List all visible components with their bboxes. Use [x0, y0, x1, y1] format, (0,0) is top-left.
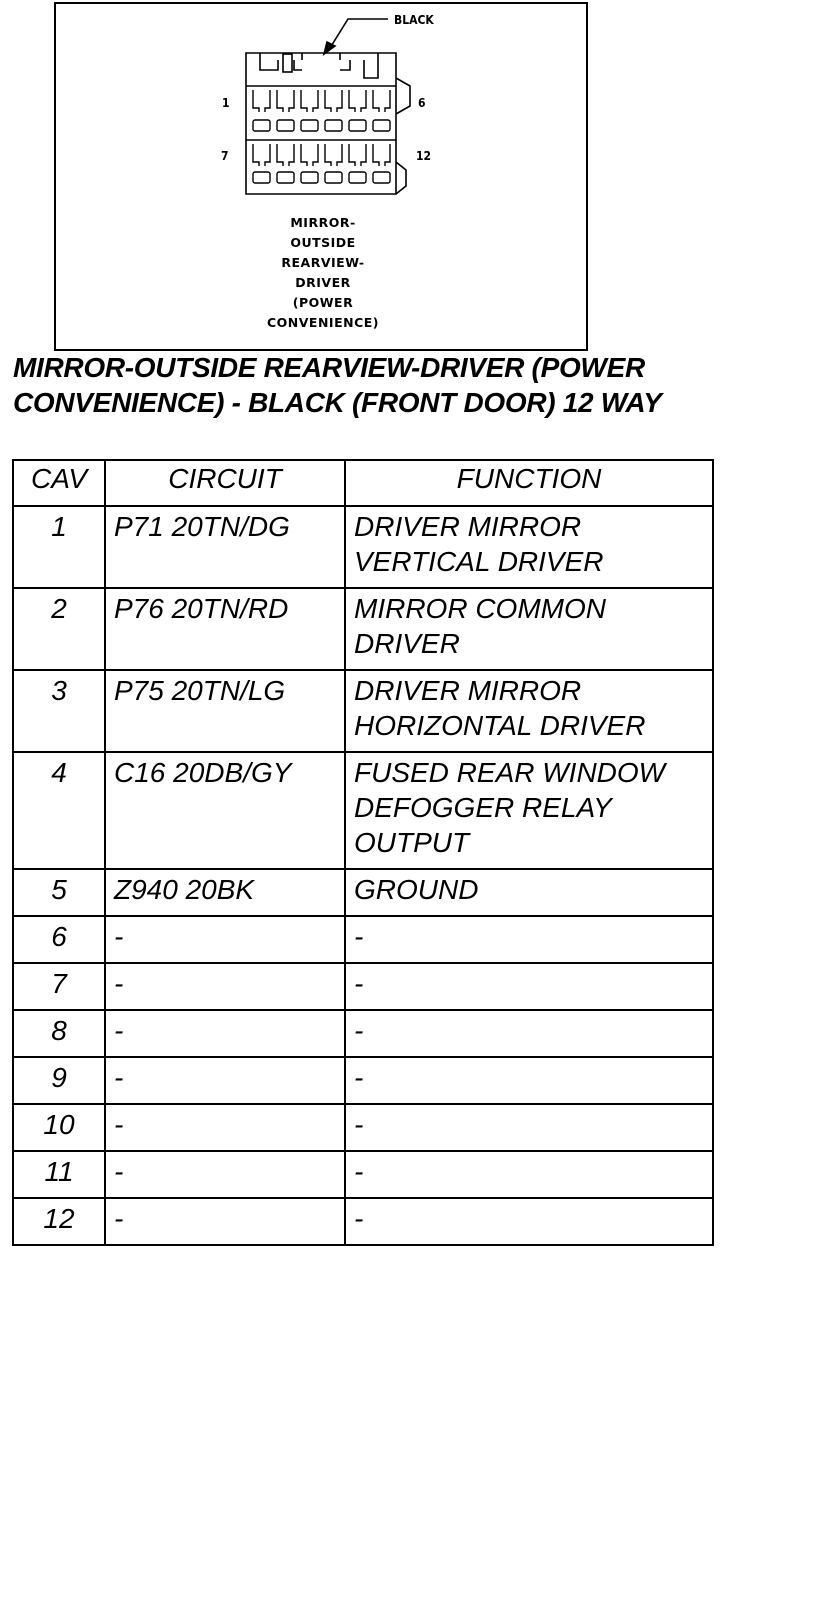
- cavity-terminal: [277, 90, 294, 112]
- cavity-slot: [325, 172, 342, 183]
- cell-cav: 1: [13, 506, 105, 588]
- cell-cav: 6: [13, 916, 105, 963]
- table-row: [13, 588, 713, 670]
- cell-cav: 12: [13, 1198, 105, 1245]
- connector-caption: [206, 213, 440, 333]
- table-row: [13, 869, 713, 916]
- cell-cav: 4: [13, 752, 105, 869]
- cavity-terminal: [277, 144, 294, 166]
- cell-function: -: [345, 1198, 713, 1245]
- cell-circuit: C16 20DB/GY: [105, 752, 345, 869]
- cell-function: GROUND: [345, 869, 713, 916]
- cavity-slot: [349, 120, 366, 131]
- table-row: [13, 670, 713, 752]
- cell-circuit: -: [105, 1104, 345, 1151]
- cell-cav: 8: [13, 1010, 105, 1057]
- cavity-terminal: [301, 90, 318, 112]
- cavity-terminal: [325, 144, 342, 166]
- cell-cav: 7: [13, 963, 105, 1010]
- cavity-slot: [253, 120, 270, 131]
- cell-circuit: -: [105, 1198, 345, 1245]
- cell-circuit: P71 20TN/DG: [105, 506, 345, 588]
- caption-line: DRIVER: [295, 275, 351, 290]
- caption-line: CONVENIENCE): [266, 315, 379, 330]
- cell-cav: 11: [13, 1151, 105, 1198]
- cavity-slot: [277, 172, 294, 183]
- table-row: [13, 1010, 713, 1057]
- cavity-grid: [253, 90, 390, 183]
- cell-function: -: [345, 1010, 713, 1057]
- cell-circuit: Z940 20BK: [105, 869, 345, 916]
- caption-line: (POWER: [292, 295, 354, 310]
- cell-circuit: P76 20TN/RD: [105, 588, 345, 670]
- cavity-terminal: [253, 90, 270, 112]
- pin-label-6: 6: [418, 96, 426, 110]
- cell-function: -: [345, 1151, 713, 1198]
- cell-function: -: [345, 1057, 713, 1104]
- cavity-slot: [253, 172, 270, 183]
- cell-circuit: -: [105, 1057, 345, 1104]
- table-row: [13, 963, 713, 1010]
- cell-function: FUSED REAR WINDOW DEFOGGER RELAY OUTPUT: [345, 752, 713, 869]
- cell-cav: 2: [13, 588, 105, 670]
- cavity-slot: [349, 172, 366, 183]
- cavity-terminal: [301, 144, 318, 166]
- cavity-slot: [301, 172, 318, 183]
- cell-function: DRIVER MIRROR HORIZONTAL DRIVER: [345, 670, 713, 752]
- cavity-terminal: [349, 90, 366, 112]
- cell-function: MIRROR COMMON DRIVER: [345, 588, 713, 670]
- cavity-terminal: [349, 144, 366, 166]
- cell-circuit: -: [105, 916, 345, 963]
- table-body: [13, 506, 713, 1245]
- cell-circuit: -: [105, 963, 345, 1010]
- header-circuit: CIRCUIT: [105, 460, 345, 506]
- pin-label-12: 12: [416, 149, 432, 163]
- caption-line: OUTSIDE: [290, 235, 356, 250]
- table-row: [13, 1057, 713, 1104]
- cavity-terminal: [253, 144, 270, 166]
- caption-line: MIRROR-: [290, 215, 356, 230]
- cell-function: -: [345, 916, 713, 963]
- cell-function: DRIVER MIRROR VERTICAL DRIVER: [345, 506, 713, 588]
- caption-line: REARVIEW-: [281, 255, 365, 270]
- color-callout-arrow: [324, 19, 388, 54]
- connector-figure: [54, 2, 588, 351]
- cell-function: -: [345, 1104, 713, 1151]
- table-row: [13, 916, 713, 963]
- cell-circuit: -: [105, 1010, 345, 1057]
- cavity-slot: [325, 120, 342, 131]
- cell-cav: 9: [13, 1057, 105, 1104]
- cell-cav: 10: [13, 1104, 105, 1151]
- header-cav: CAV: [13, 460, 105, 506]
- cavity-terminal: [325, 90, 342, 112]
- document-title: MIRROR-OUTSIDE REARVIEW-DRIVER (POWER CONVENIENCE) - BLACK (FRONT DOOR) 12 WAY: [13, 352, 662, 418]
- table-row: [13, 1151, 713, 1198]
- pin-label-7: 7: [221, 149, 229, 163]
- table-row: [13, 1104, 713, 1151]
- cell-cav: 3: [13, 670, 105, 752]
- cell-function: -: [345, 963, 713, 1010]
- cavity-slot: [373, 120, 390, 131]
- table-header-row: [13, 460, 713, 506]
- pinout-table: [12, 459, 714, 1246]
- header-function: FUNCTION: [345, 460, 713, 506]
- table-row: [13, 506, 713, 588]
- cell-circuit: P75 20TN/LG: [105, 670, 345, 752]
- table-row: [13, 752, 713, 869]
- table-row: [13, 1198, 713, 1245]
- pin-label-1: 1: [222, 96, 230, 110]
- cell-cav: 5: [13, 869, 105, 916]
- cavity-slot: [277, 120, 294, 131]
- cavity-terminal: [373, 90, 390, 112]
- cavity-terminal: [373, 144, 390, 166]
- cavity-slot: [373, 172, 390, 183]
- color-callout-label: BLACK: [394, 13, 434, 27]
- cell-circuit: -: [105, 1151, 345, 1198]
- cavity-slot: [301, 120, 318, 131]
